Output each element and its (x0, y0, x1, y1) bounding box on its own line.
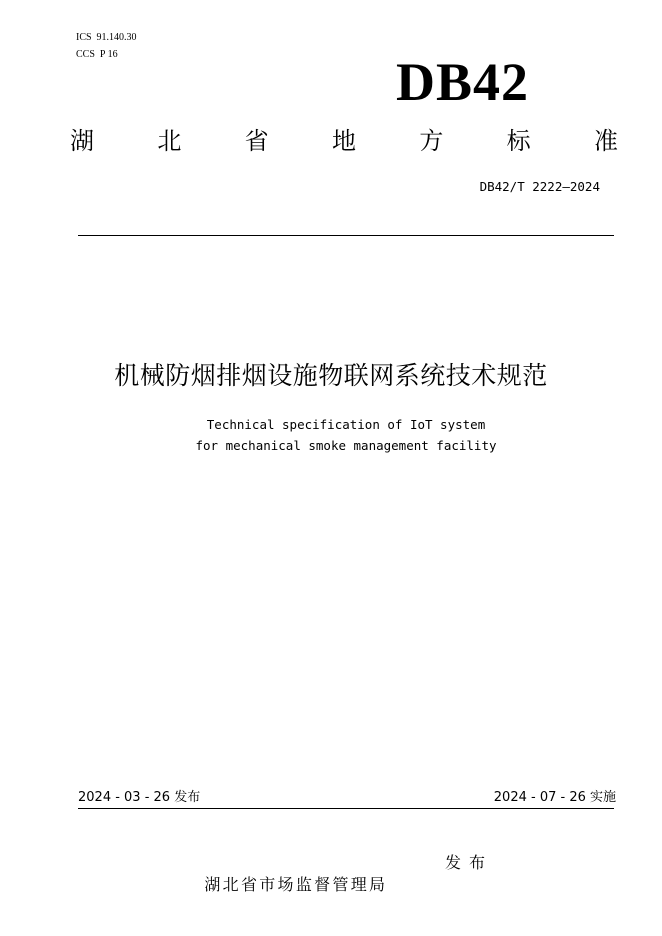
ics-code: ICS 91.140.30 (76, 32, 137, 43)
standard-type-char: 标 (506, 127, 531, 155)
issue-date: 2024 - 03 - 26 发布 (78, 790, 201, 805)
top-divider (78, 235, 614, 236)
standard-type-char: 方 (419, 127, 444, 155)
publisher-name: 湖北省市场监督管理局 (204, 875, 388, 894)
standard-type-heading (70, 124, 618, 158)
bottom-divider (78, 808, 614, 809)
publisher-row (184, 852, 387, 918)
db42-logo: DB42 (396, 52, 530, 112)
title-chinese: 机械防烟排烟设施物联网系统技术规范 (114, 361, 548, 390)
standard-type-char: 省 (244, 127, 269, 155)
standard-type-char: 北 (157, 127, 182, 155)
standard-type-char: 湖 (70, 127, 94, 155)
ccs-code: CCS P 16 (76, 49, 118, 60)
standard-code: DB42/T 2222—2024 (479, 179, 600, 194)
publish-label: 发布 (445, 853, 494, 872)
title-english-line1: Technical specification of IoT system (206, 417, 486, 432)
implementation-date: 2024 - 07 - 26 实施 (493, 790, 616, 805)
title-english-line2: for mechanical smoke management facility (195, 438, 497, 453)
standard-type-char: 准 (593, 127, 618, 155)
standard-type-char: 地 (331, 127, 356, 155)
